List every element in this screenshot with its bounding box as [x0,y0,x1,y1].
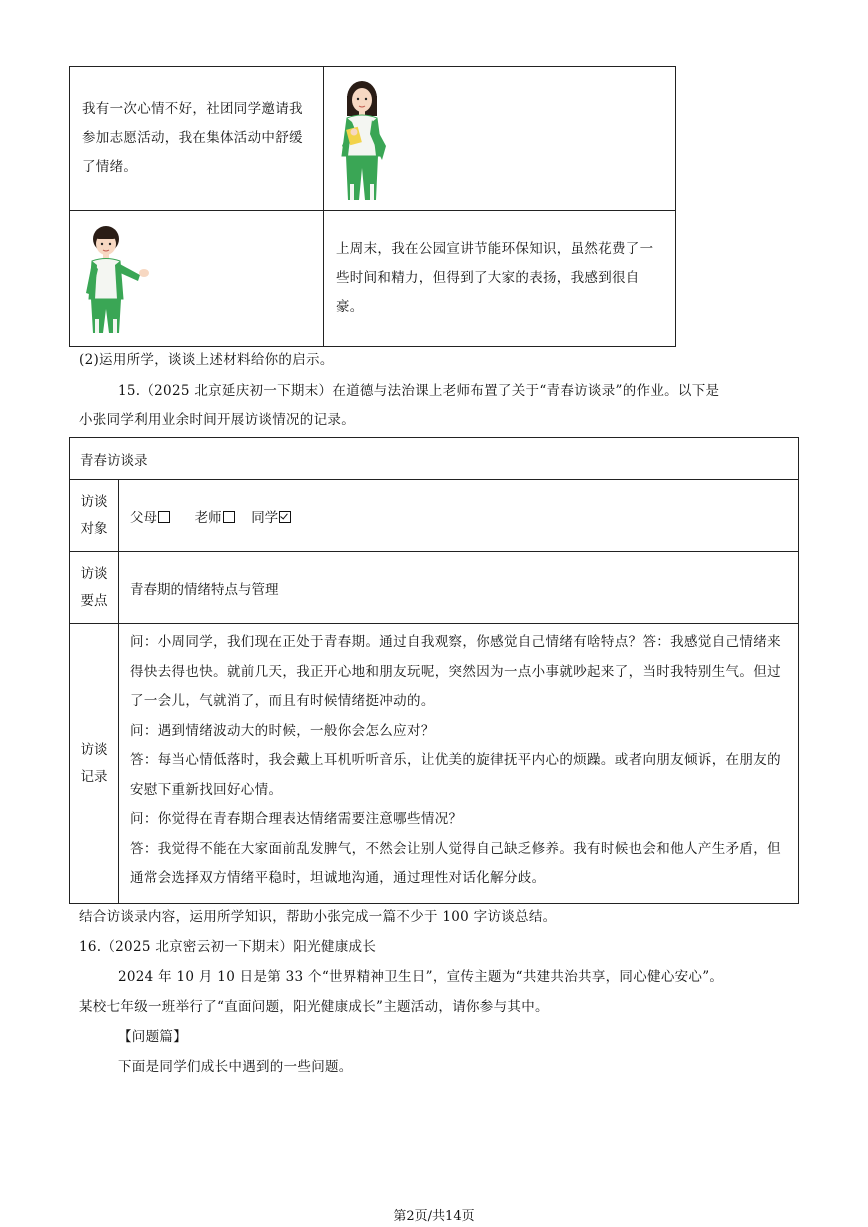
material-text-2: 上周末，我在公园宣讲节能环保知识，虽然花费了一些时间和精力，但得到了大家的表扬，我感到很自豪。 [336,241,654,315]
question-16-para-line-1: 2024 年 10 月 10 日是第 33 个“世界精神卫生日”，宣传主题为“共建共治共享，同心健心安心”。 [118,969,724,985]
question-16-heading: 16.（2025 北京密云初一下期末）阳光健康成长 [79,939,377,955]
question-16-para-line-2: 某校七年级一班举行了“直面问题，阳光健康成长”主题活动，请你参与其中。 [79,999,549,1015]
interview-record-label: 访谈记录 [70,624,119,904]
record-paragraph-2: 问：遇到情绪波动大的时候，一般你会怎么应对？ [130,722,435,739]
question-16-section-title: 【问题篇】 [118,1029,187,1045]
option-classmate: 同学 [251,510,293,526]
page-footer: 第2页/共14页 [393,1209,475,1224]
question-16-section-intro: 下面是同学们成长中遇到的一些问题。 [118,1059,353,1075]
question-14-part-2: (2)运用所学，谈谈上述材料给你的启示。 [79,352,334,368]
material-cell-2-text [324,211,676,347]
option-parents: 父母 [130,510,172,526]
record-paragraph-1: 问：小周同学，我们现在正处于青春期。通过自我观察，你感觉自己情绪有啥特点？答：我感觉自己情绪来得快去得也快。就前几天，我正开心地和朋友玩呢，突然因为一点小事就吵起来了，当时我特别生气。但过了一会儿，气就消了，而且有时候情绪挺冲动的。 [130,634,781,709]
checkbox-parents [158,511,170,523]
interview-record-content [119,624,799,904]
question-15-intro-line-1: 15.（2025 北京延庆初一下期末）在道德与法治课上老师布置了关于“青春访谈录”的作业。以下是 [118,383,720,399]
interview-object-options [119,480,799,552]
checkbox-classmate-checked [279,511,291,523]
question-15-intro-line-2: 小张同学利用业余时间开展访谈情况的记录。 [79,412,355,428]
option-teacher: 老师 [195,510,237,526]
record-paragraph-3: 答：每当心情低落时，我会戴上耳机听听音乐，让优美的旋律抚平内心的烦躁。或者向朋友倾诉，在朋友的安慰下重新找回好心情。 [130,752,781,798]
checkbox-teacher [223,511,235,523]
girl-student-illustration [332,76,402,202]
interview-record-table [69,437,799,904]
material-table [69,66,676,347]
material-cell-1-text [70,67,324,211]
interview-table-title: 青春访谈录 [70,438,799,480]
interview-points-label: 访谈要点 [70,552,119,624]
material-cell-2-image [70,211,324,347]
interview-object-label: 访谈对象 [70,480,119,552]
material-cell-1-image [324,67,676,211]
record-paragraph-5: 答：我觉得不能在大家面前乱发脾气，不然会让别人觉得自己缺乏修养。我有时候也会和他人产生矛盾，但通常会选择双方情绪平稳时，坦诚地沟通，通过理性对话化解分歧。 [130,840,781,886]
record-paragraph-4: 问：你觉得在青春期合理表达情绪需要注意哪些情况？ [130,811,463,827]
interview-points-value: 青春期的情绪特点与管理 [119,552,799,624]
question-15-task: 结合访谈录内容，运用所学知识，帮助小张完成一篇不少于 100 字访谈总结。 [79,909,557,925]
material-text-1: 我有一次心情不好，社团同学邀请我参加志愿活动，我在集体活动中舒缓了情绪。 [82,101,303,175]
boy-student-illustration [78,223,158,335]
